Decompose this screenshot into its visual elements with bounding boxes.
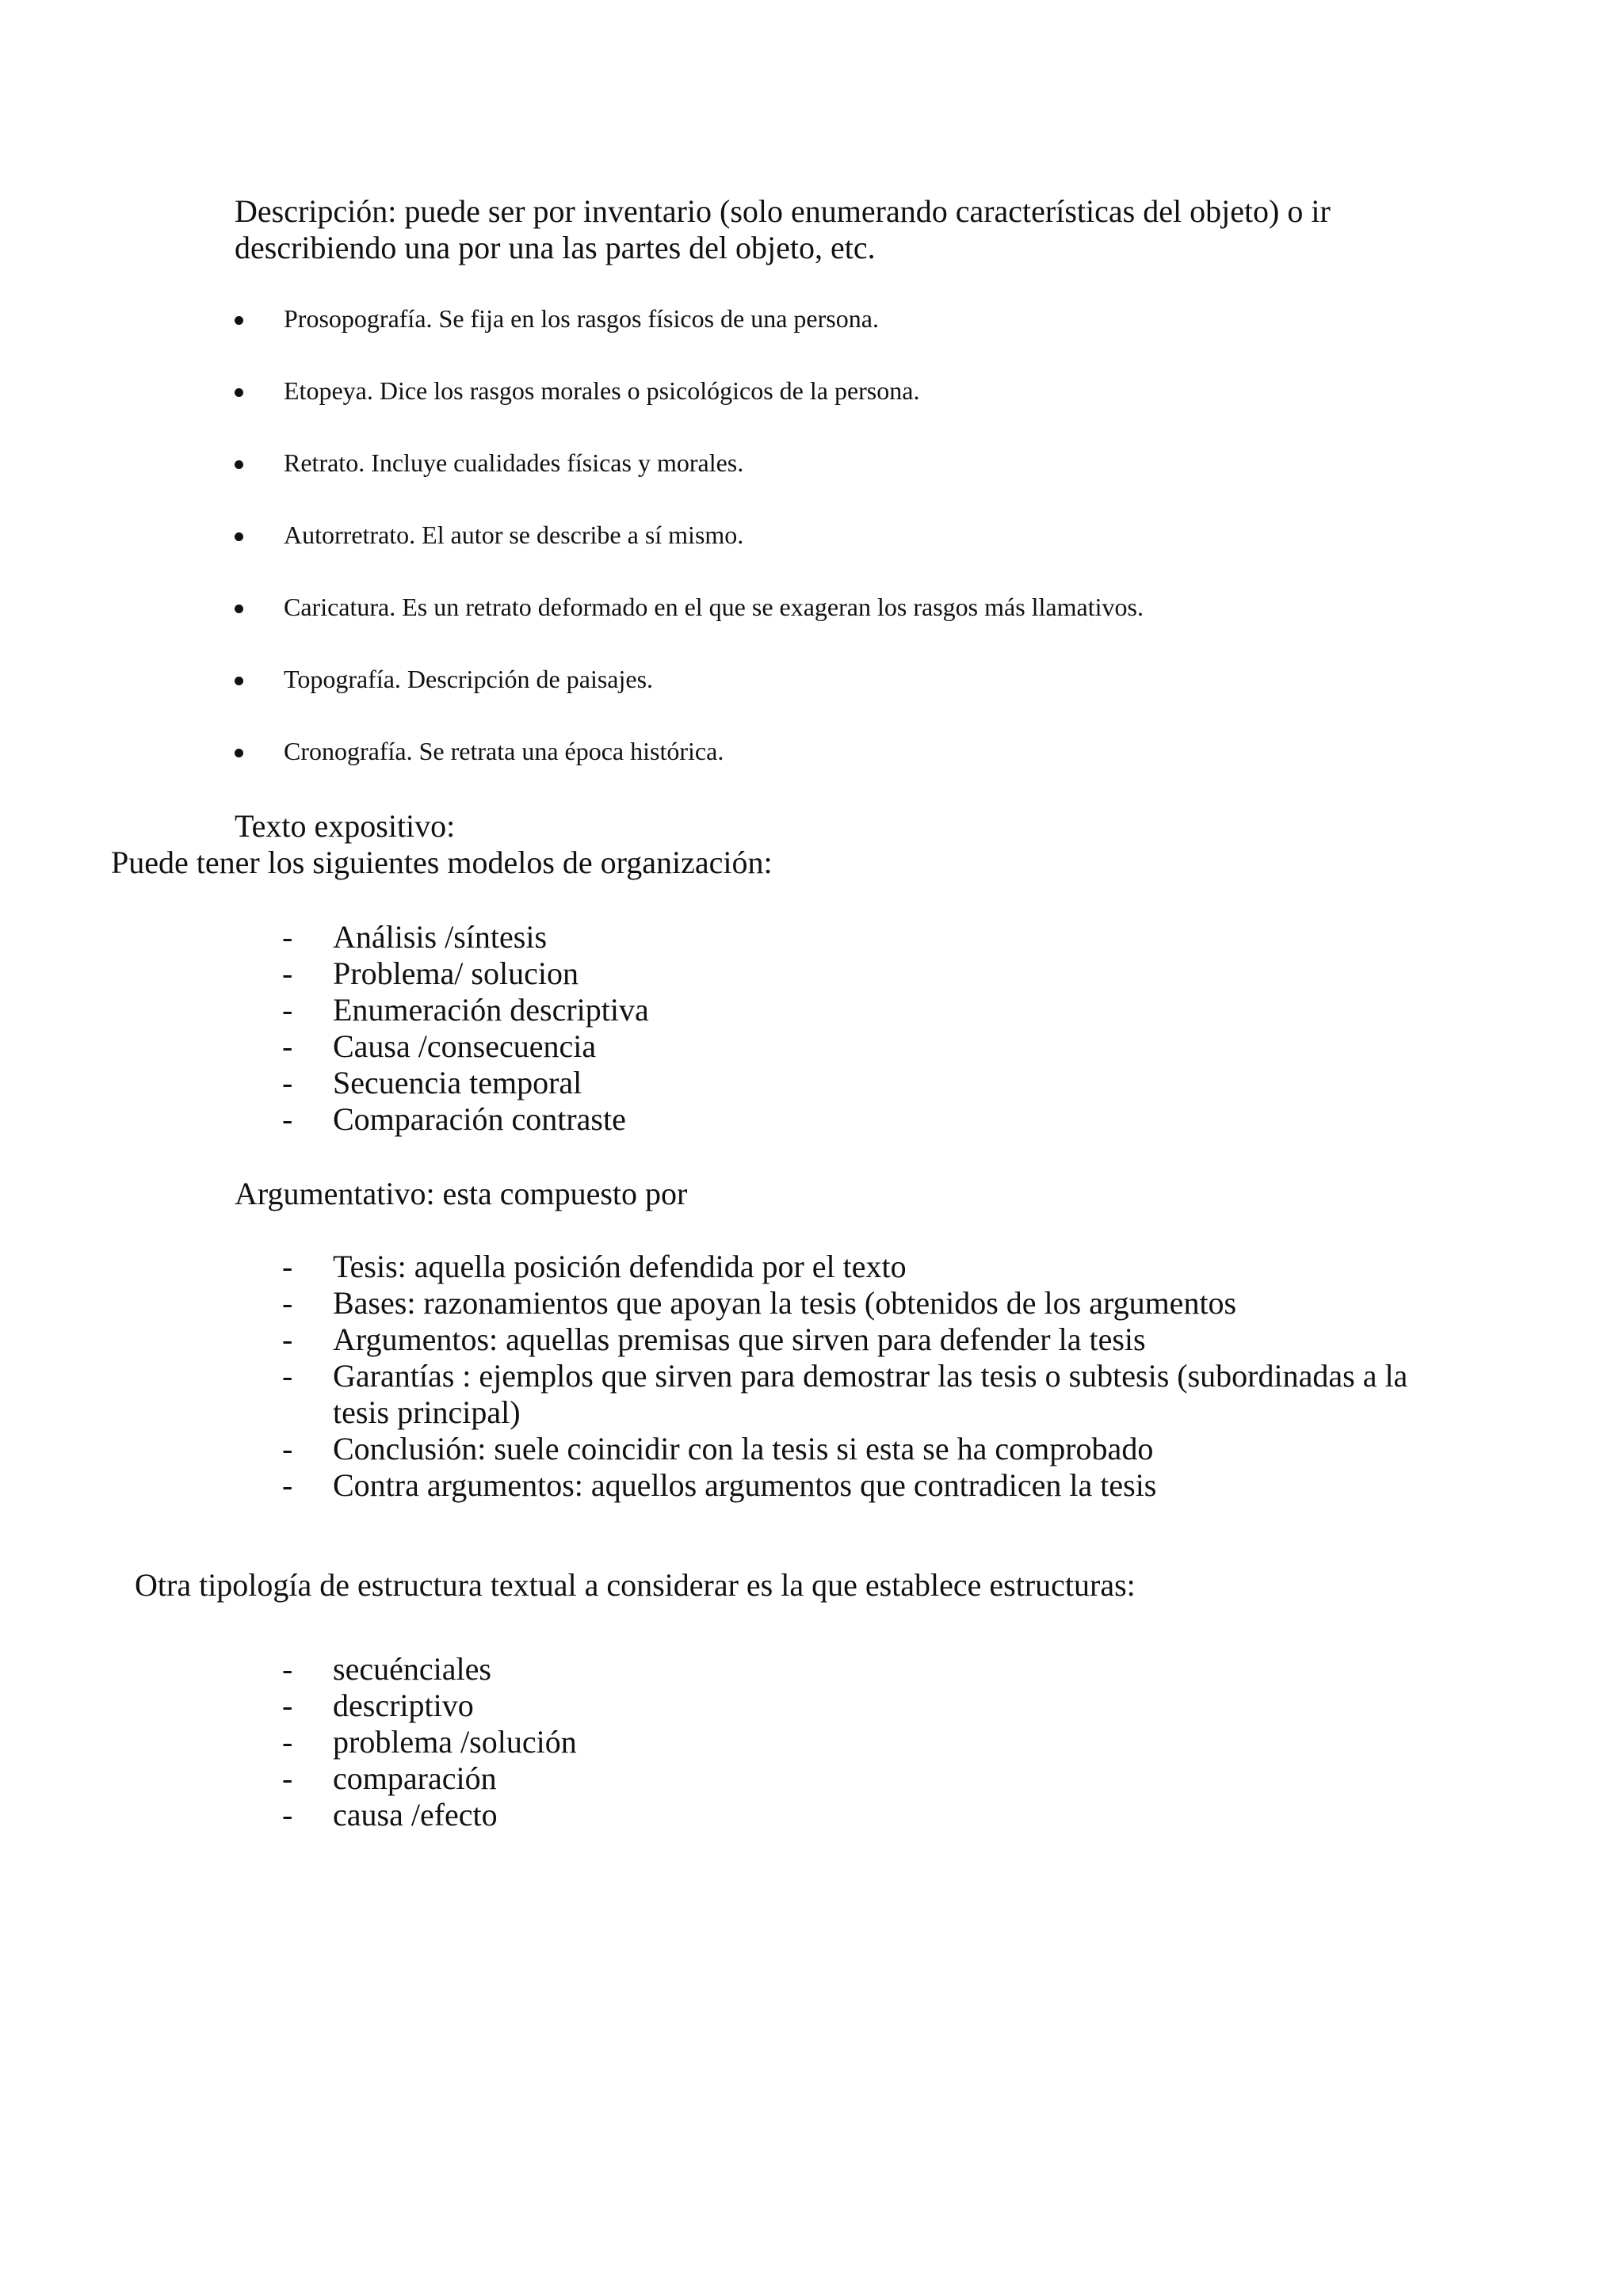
bullet-icon bbox=[235, 316, 243, 325]
dash-icon: - bbox=[282, 1358, 293, 1394]
dash-icon: - bbox=[282, 1285, 293, 1321]
dash-icon: - bbox=[282, 919, 293, 955]
dash-icon: - bbox=[282, 1651, 293, 1687]
intro-paragraph bbox=[235, 193, 1423, 266]
dash-icon: - bbox=[282, 1467, 293, 1503]
bullet-icon bbox=[235, 460, 243, 469]
bullet-icon bbox=[235, 388, 243, 397]
dash-icon: - bbox=[282, 1688, 293, 1723]
bullet-icon bbox=[235, 677, 243, 685]
intro-line-2: describiendo una por una las partes del objeto, etc. bbox=[235, 230, 876, 265]
dash-icon: - bbox=[282, 1431, 293, 1466]
tipologia-heading: Otra tipología de estructura textual a considerar es la que establece estructuras: bbox=[135, 1567, 1136, 1603]
dash-icon: - bbox=[282, 1724, 293, 1760]
dash-icon: - bbox=[282, 1249, 293, 1284]
dash-icon: - bbox=[282, 1028, 293, 1064]
dash-icon: - bbox=[282, 1760, 293, 1796]
intro-line-1: Descripción: puede ser por inventario (solo enumerando características del objeto) o ir bbox=[235, 193, 1331, 229]
dash-icon: - bbox=[282, 992, 293, 1028]
expositivo-subheading: Puede tener los siguientes modelos de organización: bbox=[111, 845, 773, 880]
bullet-icon bbox=[235, 532, 243, 541]
dash-icon: - bbox=[282, 1322, 293, 1357]
dash-icon: - bbox=[282, 1101, 293, 1137]
dash-icon: - bbox=[282, 1797, 293, 1833]
bullet-icon bbox=[235, 749, 243, 757]
bullet-icon bbox=[235, 605, 243, 613]
dash-icon: - bbox=[282, 1065, 293, 1100]
expositivo-heading: Texto expositivo: bbox=[235, 808, 456, 844]
argumentativo-heading: Argumentativo: esta compuesto por bbox=[235, 1176, 688, 1211]
dash-icon: - bbox=[282, 955, 293, 991]
